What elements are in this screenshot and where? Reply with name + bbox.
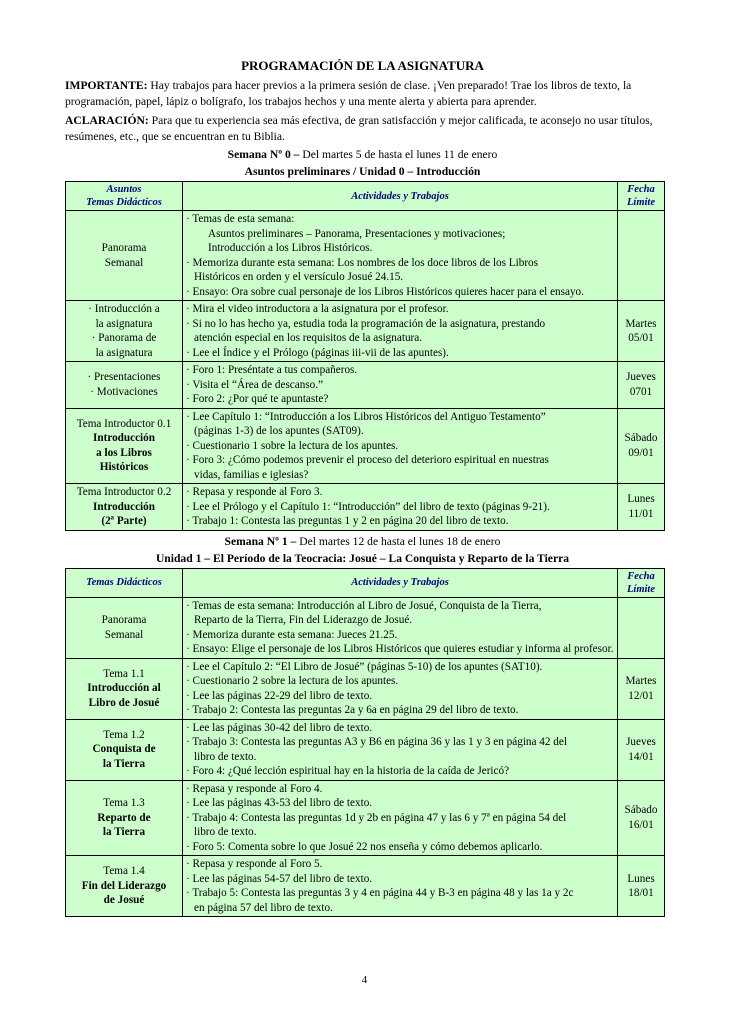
activity-line: · Lee el Prólogo y el Capítulo 1: “Introducción” del libro de texto (páginas 9-21). [186,500,550,513]
topic-line: Introducción [93,500,155,513]
topic-line: Conquista de [92,743,156,756]
topic-line: Tema 1.4 [103,865,145,878]
topic-cell [66,362,183,409]
table-row [66,362,665,409]
activity-line: · Temas de esta semana: Introducción al Libro de Josué, Conquista de la Tierra, [186,599,542,612]
activity-line: · Foro 3: ¿Cómo podemos prevenir el proceso del deterioro espiritual en nuestras [186,454,549,466]
topic-line: la Tierra [102,757,146,770]
header-date [618,182,665,211]
topic-cell [66,408,183,484]
activity-line: · Visita el “Área de descanso.” [186,378,324,391]
topic-line: a los Libros [96,446,152,459]
table-row [66,719,665,780]
activity-line: · Trabajo 5: Contesta las preguntas 3 y 4 en página 44 y B-3 en página 48 y las 1a y 2c [186,887,574,899]
page-number: 4 [361,974,368,986]
week0-heading-line2 [65,165,660,179]
activity-line: · Repasa y responde al Foro 4. [186,782,323,795]
topic-line: · Presentaciones [87,371,161,384]
page-title: PROGRAMACIÓN DE LA ASIGNATURA [241,58,484,73]
activity-line: · Foro 5: Comenta sobre lo que Josué 22 nos enseña y cómo debemos aplicarlo. [186,840,543,853]
header-temas: Temas Didácticos [86,197,162,208]
topic-line: · Introducción a [88,303,160,315]
importante-text: Hay trabajos para hacer previos a la primera sesión de clase. ¡Ven preparado! Trae los libros de texto, la programación, papel, lápiz o bolígrafo, los trabajos hechos y una mente alerta y abierta para aprender. [65,79,632,108]
topic-cell [66,484,183,531]
importante-label: IMPORTANTE: [65,79,148,92]
date-line: 12/01 [628,689,654,702]
activities-cell [183,362,618,409]
table-row [66,780,665,856]
topic-cell [66,719,183,780]
activity-line: atención especial en los requisitos de la asignatura. [194,332,423,344]
activity-line: · Trabajo 4: Contesta las preguntas 1d y 2b en página 47 y las 6 y 7ª en página 54 del [186,811,567,824]
topic-line: (2ª Parte) [101,515,147,527]
header-topic: Temas Didácticos [66,568,183,597]
activity-line: · Lee las páginas 54-57 del libro de texto. [186,872,373,885]
week0-dates: Del martes 5 de hasta el lunes 11 de enero [299,148,498,161]
topic-line: Tema 1.1 [103,667,145,680]
header-activities: Actividades y Trabajos [183,568,618,597]
date-cell [618,719,665,780]
topic-line: Semanal [104,628,144,641]
activities-cell [183,597,618,658]
week1-body [66,597,665,917]
activity-line: · Trabajo 1: Contesta las preguntas 1 y 2 en página 20 del libro de texto. [186,515,509,527]
activity-line: Introducción a los Libros Históricos. [208,242,373,254]
date-line: Sábado [624,804,658,817]
activity-line: · Foro 1: Preséntate a tus compañeros. [186,364,358,376]
week1-header-row [66,568,665,597]
topic-line: Panorama [101,614,147,626]
date-cell [618,780,665,856]
activity-line: · Si no lo has hecho ya, estudia toda la programación de la asignatura, prestando [186,317,546,330]
date-cell [618,484,665,531]
topic-line: la asignatura [95,317,153,330]
activity-line: · Lee el Índice y el Prólogo (páginas iii-vii de las apuntes). [186,346,449,359]
activity-line: · Lee las páginas 22-29 del libro de texto. [186,689,373,702]
activities-cell [183,301,618,362]
activity-line: · Cuestionario 1 sobre la lectura de los apuntes. [186,439,399,452]
topic-cell [66,301,183,362]
topic-cell [66,211,183,301]
topic-line: Tema Introductor 0.1 [76,417,172,430]
topic-cell [66,780,183,856]
activity-line: · Repasa y responde al Foro 3. [186,486,323,498]
date-line: 09/01 [628,446,654,459]
date-line: Jueves [626,371,656,384]
activity-line: libro de texto. [194,750,257,763]
topic-cell [66,597,183,658]
table-row [66,301,665,362]
week1-unit: Unidad 1 – El Período de la Teocracia: Josué – La Conquista y Reparto de la Tierra [155,551,570,565]
week1-dates: Del martes 12 de hasta el lunes 18 de enero [296,534,501,548]
week1-table [65,568,665,918]
activity-line: Históricos en orden y el versículo Josué 24.15. [194,271,404,283]
document-page [65,58,660,917]
date-line: Lunes [627,872,655,885]
activities-cell [183,658,618,719]
activities-cell [183,408,618,484]
activity-line: (páginas 1-3) de los apuntes (SAT09). [194,425,364,437]
topic-line: · Panorama de [91,332,157,344]
date-line: Lunes [627,493,655,506]
activity-line: en página 57 del libro de texto. [194,901,333,914]
activity-line: · Mira el video introductora a la asignatura por el profesor. [186,303,449,315]
date-line: 14/01 [628,750,654,763]
activity-line: · Lee las páginas 43-53 del libro de texto. [186,797,373,809]
week0-heading-line1 [65,148,660,162]
activity-line: · Memoriza durante esta semana: Los nombres de los doce libros de los Libros [186,256,539,269]
date-line: Martes [625,317,657,330]
week0-header-row [66,182,665,211]
table-row [66,658,665,719]
aclaracion-text: Para que tu experiencia sea más efectiva, de gran satisfacción y mejor calificada, te aconsejo no usar títulos, resúmenes, etc., que se encuentran en tu Biblia. [65,114,653,143]
week0-unit: Asuntos preliminares / Unidad 0 – Introducción [244,165,481,178]
topic-line: Libro de Josué [88,696,160,709]
table-row [66,856,665,917]
activity-line: · Foro 4: ¿Qué lección espiritual hay en la historia de la caída de Jericó? [186,765,510,777]
activity-line: · Trabajo 3: Contesta las preguntas A3 y B6 en página 36 y las 1 y 3 en página 42 del [186,736,567,748]
activity-line: · Lee las páginas 30-42 del libro de texto. [186,721,373,734]
activities-cell [183,780,618,856]
header-fecha: Fecha [627,570,655,582]
activities-cell [183,211,618,301]
activity-line: · Cuestionario 2 sobre la lectura de los apuntes. [186,675,399,687]
activity-line: · Memoriza durante esta semana: Jueces 21.25. [186,628,398,641]
topic-line: Tema 1.2 [103,728,145,741]
activity-line: · Lee Capítulo 1: “Introducción a los Libros Históricos del Antiguo Testamento” [186,410,546,423]
date-cell [618,856,665,917]
topic-line: Tema Introductor 0.2 [76,486,172,498]
topic-line: Reparto de [97,811,151,824]
date-line: Martes [625,675,657,687]
header-asuntos: Asuntos [106,184,142,195]
importante-paragraph [65,78,660,110]
table-row [66,408,665,484]
date-line: 18/01 [628,887,654,899]
topic-line: Fin del Liderazgo [81,879,167,892]
activity-line: libro de texto. [194,826,257,838]
topic-line: la asignatura [95,346,153,359]
topic-line: Tema 1.3 [103,797,145,809]
date-cell [618,597,665,658]
date-line: 0701 [629,385,653,398]
header-limite: Límite [627,583,655,595]
date-line: 16/01 [628,818,654,831]
date-cell [618,408,665,484]
activity-line: vidas, familias e iglesias? [194,468,309,481]
date-cell [618,211,665,301]
header-fecha: Fecha [627,184,655,195]
topic-line: Introducción [93,432,155,445]
activity-line: · Temas de esta semana: [186,213,295,225]
header-date [618,568,665,597]
week1-heading-line2 [65,552,660,566]
aclaracion-paragraph [65,113,660,145]
table-row [66,484,665,531]
date-line: 05/01 [628,332,654,344]
header-activities: Actividades y Trabajos [183,182,618,211]
header-topic [66,182,183,211]
activities-cell [183,856,618,917]
date-cell [618,301,665,362]
topic-line: · Motivaciones [90,385,158,398]
week0-table [65,181,665,531]
activity-line: · Ensayo: Ora sobre cual personaje de los Libros Históricos quieres hacer para el ensayo. [186,285,584,298]
date-line: Jueves [626,736,656,748]
topic-line: Semanal [104,256,144,269]
aclaracion-label: ACLARACIÓN: [65,114,149,127]
date-cell [618,362,665,409]
week0-number: Semana Nº 0 – [227,148,300,161]
activity-line: · Trabajo 2: Contesta las preguntas 2a y 6a en página 29 del libro de texto. [186,704,519,716]
week1-number: Semana Nº 1 – [224,534,297,548]
table-row [66,597,665,658]
activity-line: Reparto de la Tierra, Fin del Liderazgo de Josué. [194,614,413,626]
topic-line: Históricos [99,461,149,474]
date-cell [618,658,665,719]
header-limite: Límite [627,197,655,208]
week0-body [66,211,665,531]
activities-cell [183,719,618,780]
activities-cell [183,484,618,531]
topic-cell [66,856,183,917]
week1-heading-line1 [65,535,660,549]
date-line: Sábado [624,432,658,445]
activity-line: · Repasa y responde al Foro 5. [186,858,323,870]
topic-line: de Josué [103,894,145,907]
activity-line: · Lee el Capítulo 2: “El Libro de Josué” (páginas 5-10) de los apuntes (SAT10). [186,660,543,673]
table-row [66,211,665,301]
activity-line: · Ensayo: Elige el personaje de los Libros Históricos que quieres estudiar y informa al profesor. [186,643,614,655]
date-line: 11/01 [628,507,654,520]
activity-line: Asuntos preliminares – Panorama, Presentaciones y motivaciones; [208,227,506,240]
activity-line: · Foro 2: ¿Por qué te apuntaste? [186,393,329,405]
topic-line: la Tierra [102,826,146,838]
topic-line: Introducción al [87,682,161,695]
topic-cell [66,658,183,719]
topic-line: Panorama [101,242,147,254]
